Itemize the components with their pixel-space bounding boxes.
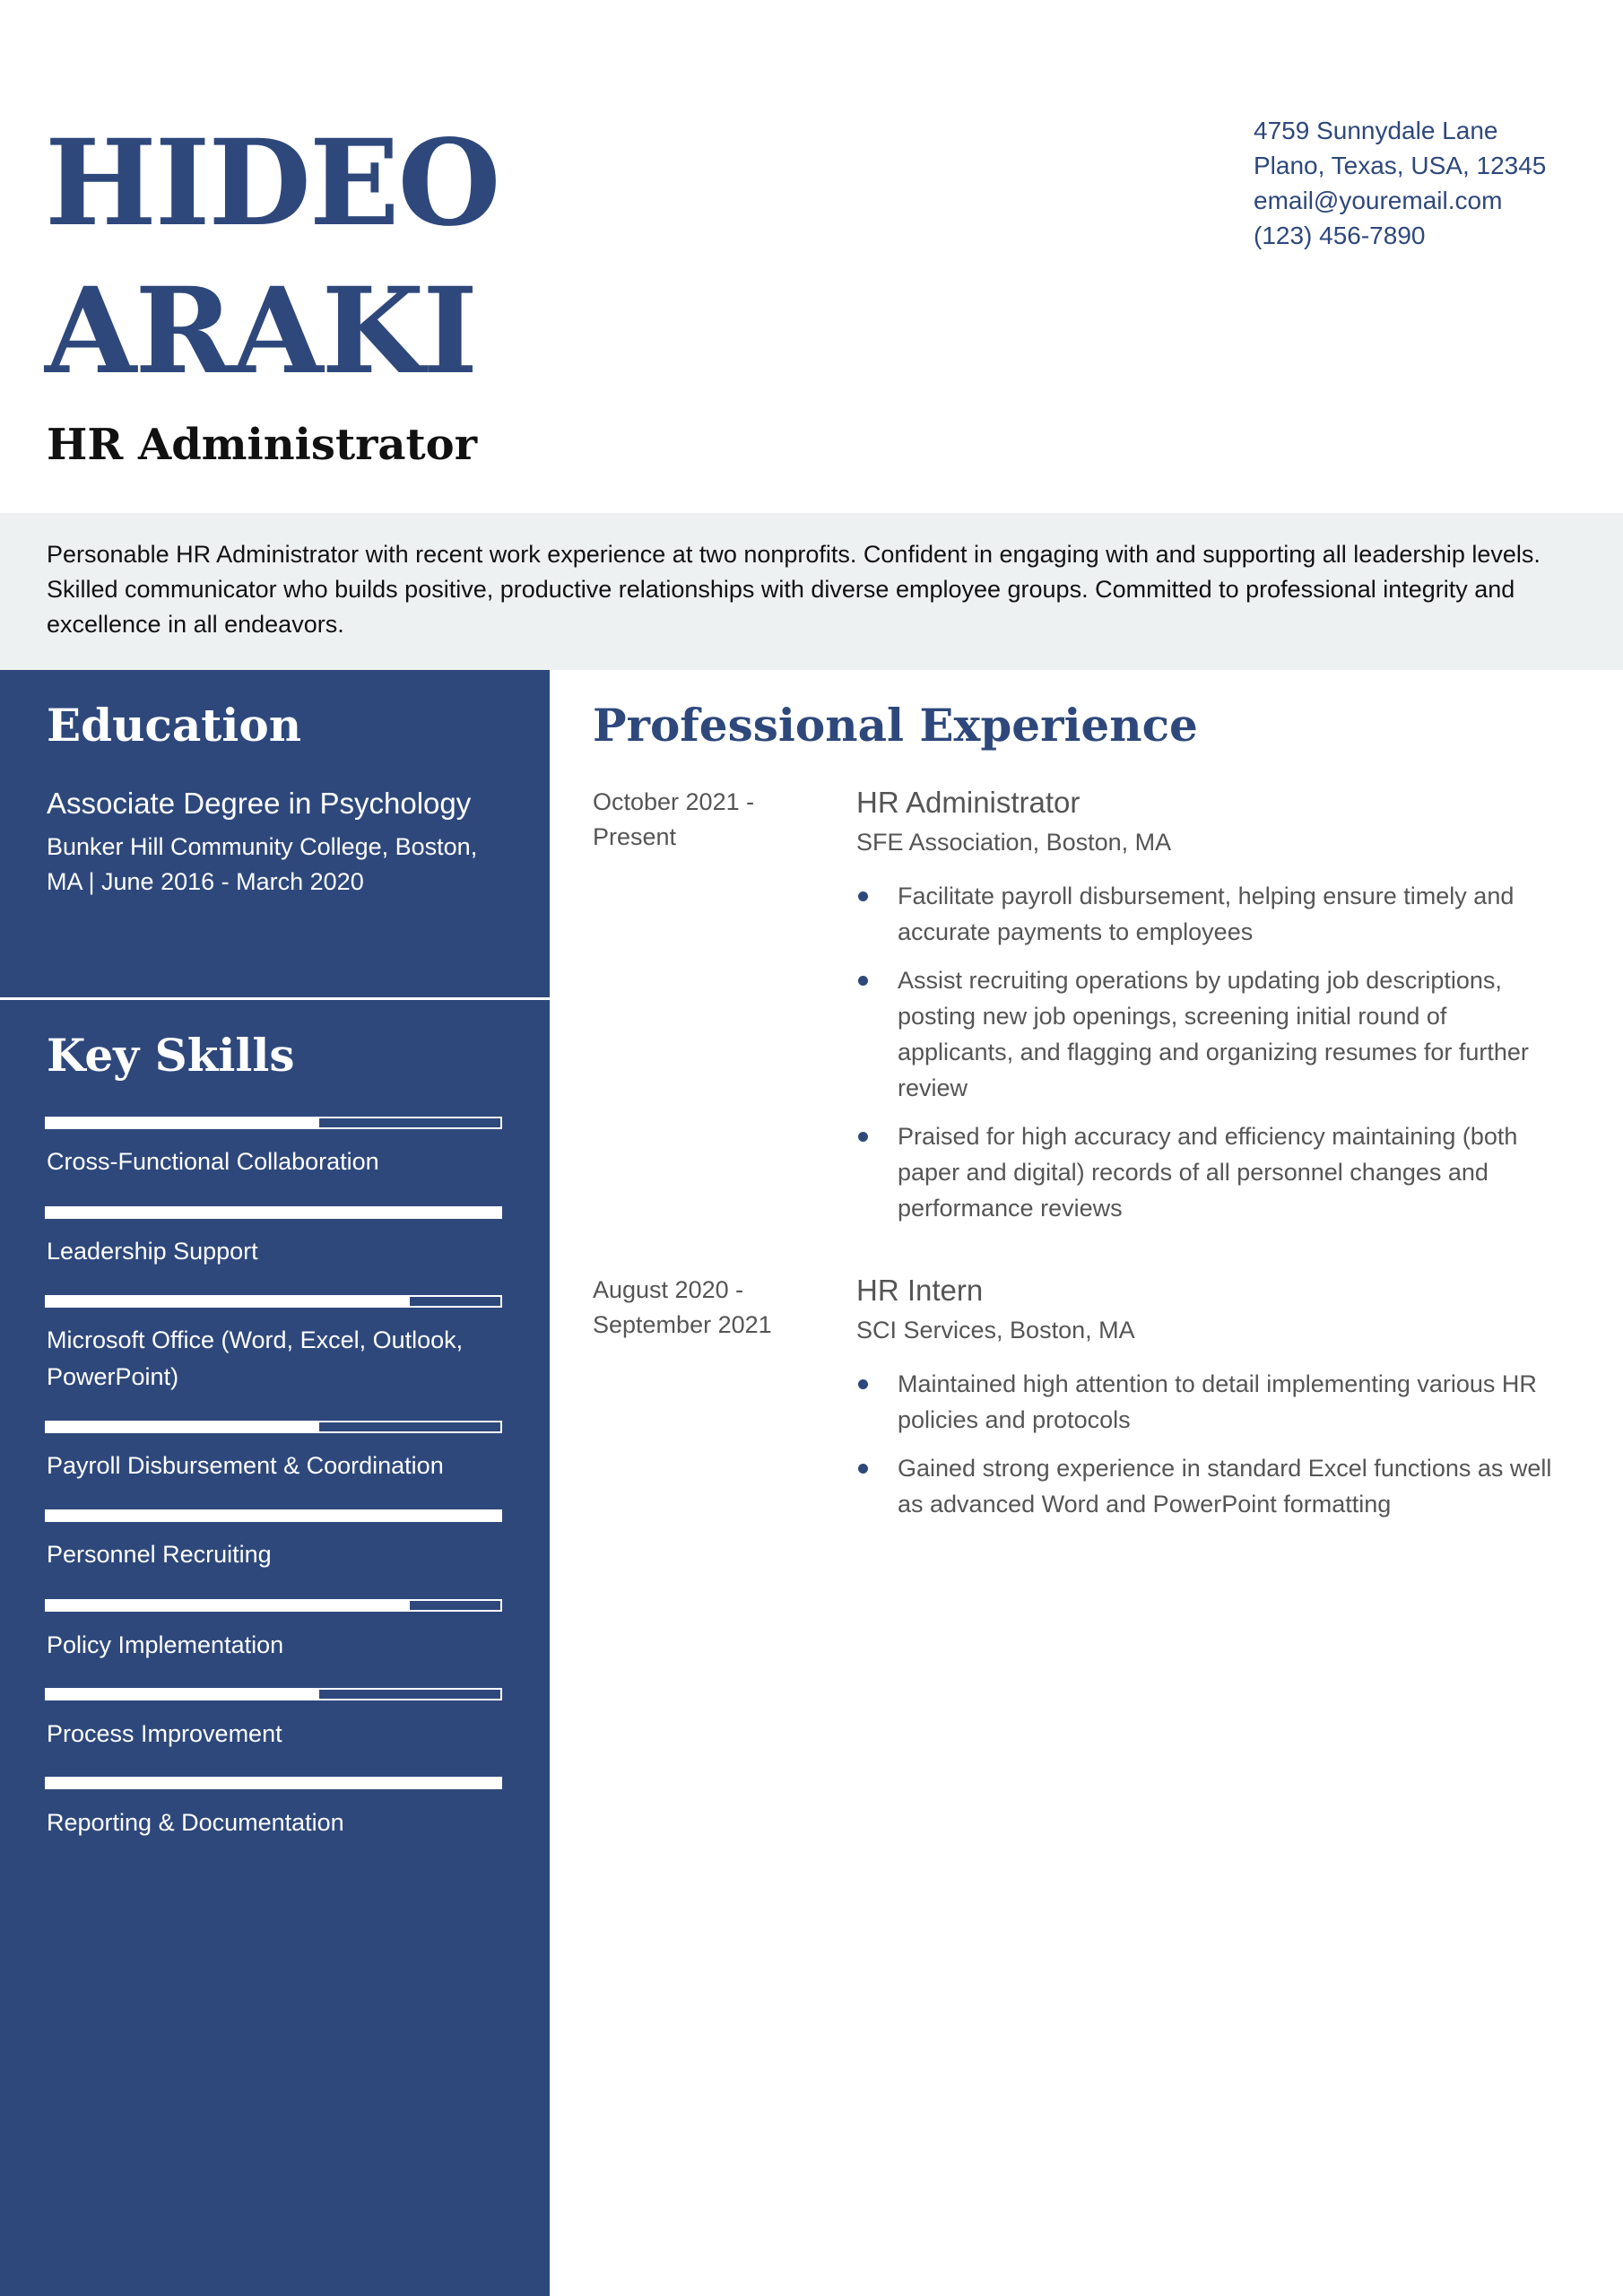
skill-label: Policy Implementation [47, 1631, 284, 1658]
skill-level-fill [47, 1601, 410, 1610]
skill-label: Personnel Recruiting [47, 1541, 272, 1568]
first-name: HIDEO [45, 114, 499, 253]
job-organization: SFE Association, Boston, MA [856, 829, 1172, 856]
job-bullet: Maintained high attention to detail implementing various HR policies and protocols [856, 1366, 1556, 1438]
skill-level-bar [45, 1295, 502, 1308]
skill-level-fill [47, 1779, 500, 1787]
skill-level-fill [47, 1511, 500, 1520]
job-organization: SCI Services, Boston, MA [856, 1317, 1135, 1344]
address-line-2: Plano, Texas, USA, 12345 [1254, 152, 1547, 179]
education-degree: Associate Degree in Psychology [47, 787, 472, 820]
contact-block [1254, 113, 1546, 253]
skill-level-bar [45, 1421, 502, 1433]
skill-level-fill [47, 1208, 500, 1217]
job-dates: August 2020 - September 2021 [593, 1276, 772, 1338]
skill-label: Process Improvement [47, 1720, 282, 1747]
skill-level-fill [47, 1690, 319, 1699]
skills-heading: Key Skills [47, 1029, 295, 1082]
job-bullet: Praised for high accuracy and efficiency maintaining (both paper and digital) records of all personnel changes and performance reviews [856, 1118, 1556, 1226]
job-role: HR Intern [856, 1274, 984, 1307]
job-bullet: Facilitate payroll disbursement, helping ensure timely and accurate payments to employees [856, 878, 1556, 950]
skill-level-bar [45, 1777, 502, 1789]
skill-label: Microsoft Office (Word, Excel, Outlook, PowerPoint) [47, 1326, 464, 1390]
skill-level-bar [45, 1599, 502, 1612]
job-bullet: Gained strong experience in standard Excel functions as well as advanced Word and PowerPoint formatting [856, 1450, 1556, 1522]
summary-section [0, 513, 1623, 670]
phone-number: (123) 456-7890 [1254, 222, 1426, 249]
skill-level-bar [45, 1117, 502, 1129]
job-bullet: Assist recruiting operations by updating job descriptions, posting new job openings, screening initial round of applicants, and flagging and organizing resumes for further review [856, 962, 1556, 1106]
job-bullets [856, 1366, 1556, 1535]
skill-level-fill [47, 1422, 319, 1431]
last-name: ARAKI [45, 262, 477, 401]
experience-heading: Professional Experience [593, 699, 1198, 752]
job-bullets [856, 878, 1556, 1239]
summary-text: Personable HR Administrator with recent work experience at two nonprofits. Confident in engaging with and supporting all leadership levels. Skilled communicator who builds positive, productive relationships with diverse employee groups. Committed to professional integrity and excellence in all endeavors. [47, 541, 1541, 638]
skill-level-fill [47, 1297, 410, 1306]
sidebar [0, 670, 550, 2296]
skill-level-bar [45, 1688, 502, 1700]
job-role: HR Administrator [856, 786, 1081, 819]
skill-label: Reporting & Documentation [47, 1809, 344, 1836]
education-school: Bunker Hill Community College, Boston, MA | June 2016 - March 2020 [47, 833, 478, 895]
education-heading: Education [47, 699, 302, 752]
job-dates: October 2021 - Present [593, 788, 755, 850]
skill-level-fill [47, 1118, 319, 1127]
sidebar-divider [0, 997, 550, 1000]
skill-level-bar [45, 1509, 502, 1522]
skill-level-bar [45, 1206, 502, 1219]
email-address[interactable]: email@youremail.com [1254, 187, 1503, 214]
skill-label: Payroll Disbursement & Coordination [47, 1452, 444, 1479]
address-line-1: 4759 Sunnydale Lane [1254, 117, 1498, 144]
skill-label: Cross-Functional Collaboration [47, 1148, 379, 1175]
job-title: HR Administrator [47, 420, 477, 470]
skill-label: Leadership Support [47, 1238, 258, 1265]
